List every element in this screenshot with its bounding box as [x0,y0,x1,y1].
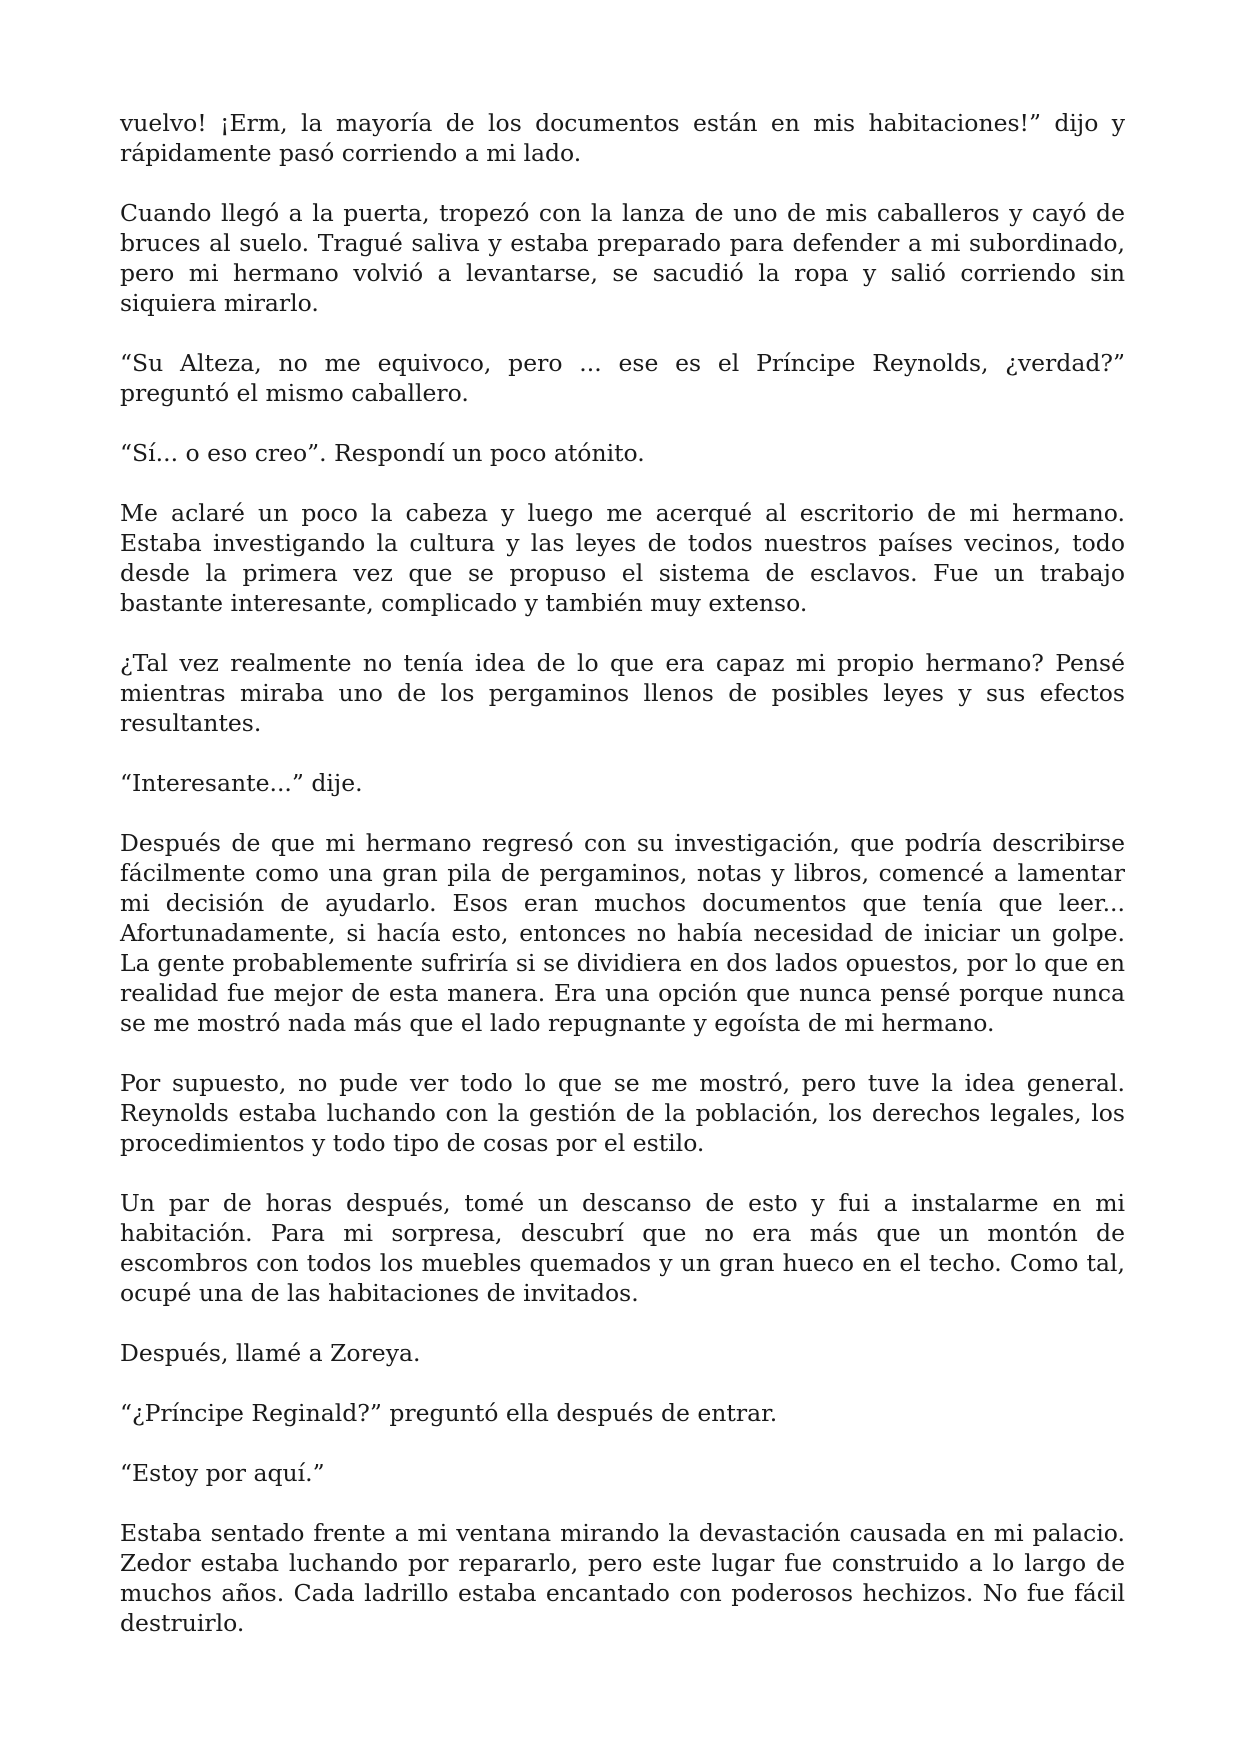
paragraph: Por supuesto, no pude ver todo lo que se me mostró, pero tuve la idea general. Reynolds estaba luchando con la gestión de la población, los derechos legales, los procedimientos y todo tipo de cosas por el estilo. [120,1069,1125,1157]
paragraph: “Su Alteza, no me equivoco, pero ... ese es el Príncipe Reynolds, ¿verdad?” preguntó el mismo caballero. [120,349,1125,407]
paragraph: Me aclaré un poco la cabeza y luego me acerqué al escritorio de mi hermano. Estaba investigando la cultura y las leyes de todos nuestros países vecinos, todo desde la primera vez que se propuso el sistema de esclavos. Fue un trabajo bastante interesante, complicado y también muy extenso. [120,499,1125,617]
document-page [120,108,1125,1638]
paragraph: “¿Príncipe Reginald?” preguntó ella después de entrar. [120,1399,778,1427]
paragraph: “Sí... o eso creo”. Respondí un poco atónito. [120,439,645,467]
paragraph: Un par de horas después, tomé un descanso de esto y fui a instalarme en mi habitación. Para mi sorpresa, descubrí que no era más que un montón de escombros con todos los muebles quemados y un gran hueco en el techo. Como tal, ocupé una de las habitaciones de invitados. [120,1189,1125,1307]
paragraph: “Interesante...” dije. [120,769,363,797]
paragraph: ¿Tal vez realmente no tenía idea de lo que era capaz mi propio hermano? Pensé mientras miraba uno de los pergaminos llenos de posibles leyes y sus efectos resultantes. [120,649,1125,737]
paragraph: Después de que mi hermano regresó con su investigación, que podría describirse fácilmente como una gran pila de pergaminos, notas y libros, comencé a lamentar mi decisión de ayudarlo. Esos eran muchos documentos que tenía que leer... Afortunadamente, si hacía esto, entonces no había necesidad de iniciar un golpe. La gente probablemente sufriría si se dividiera en dos lados opuestos, por lo que en realidad fue mejor de esta manera. Era una opción que nunca pensé porque nunca se me mostró nada más que el lado repugnante y egoísta de mi hermano. [120,829,1125,1037]
paragraph: Estaba sentado frente a mi ventana mirando la devastación causada en mi palacio. Zedor estaba luchando por repararlo, pero este lugar fue construido a lo largo de muchos años. Cada ladrillo estaba encantado con poderosos hechizos. No fue fácil destruirlo. [120,1519,1125,1637]
paragraph: “Estoy por aquí.” [120,1459,325,1487]
paragraph: Después, llamé a Zoreya. [120,1339,421,1367]
paragraph: vuelvo! ¡Erm, la mayoría de los documentos están en mis habitaciones!” dijo y rápidamente pasó corriendo a mi lado. [120,109,1125,167]
paragraph: Cuando llegó a la puerta, tropezó con la lanza de uno de mis caballeros y cayó de bruces al suelo. Tragué saliva y estaba preparado para defender a mi subordinado, pero mi hermano volvió a levantarse, se sacudió la ropa y salió corriendo sin siquiera mirarlo. [120,199,1125,317]
